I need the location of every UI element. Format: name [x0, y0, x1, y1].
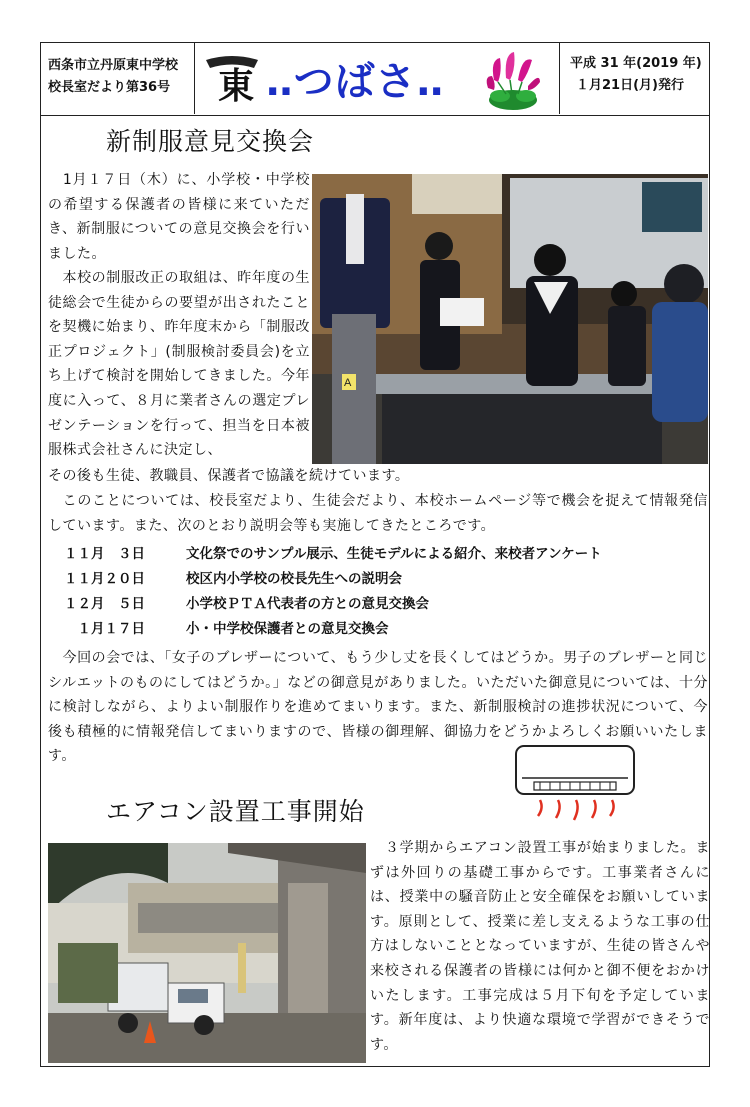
schedule-date: １１月２０日: [64, 571, 145, 587]
schedule-date: １２月 ５日: [64, 596, 145, 612]
schedule-date: １１月 ３日: [64, 546, 145, 562]
schedule-text: 校区内小学校の校長先生への説明会: [186, 571, 402, 587]
schedule-text: 小学校ＰＴＡ代表者の方との意見交換会: [186, 596, 429, 612]
section-title-aircon: エアコン設置工事開始: [106, 797, 365, 826]
masthead: [40, 42, 710, 116]
opinions-paragraph: 今回の会では、「女子のブレザーについて、もう少し丈を長くしてはどうか。男子のブレザーと同じシルエットのものにしてはどうか。」などの御意見がありました。いただいた御意見については、十分に検討しながら、よりよい制服作りを進めてまいります。また、新制服検討の進捗状況について、今後も積極的に情報発信してまいりますので、皆様の御理解、御協力をどうかよろしくお願いいたします。: [48, 650, 708, 765]
aircon-paragraph: ３学期からエアコン設置工事が始まりました。まずは外回りの基礎工事からです。工事業者さんには、授業中の騒音防止と安全確保をお願いしています。原則として、授業に差し支えるような工事の仕方はしないこととなっていますが、生徒の皆さんや来校される保護者の皆様には何かと御不便をおかけいたします。工事完成は５月下旬を予定しています。新年度は、より快適な環境で学習ができそうです。: [370, 840, 710, 1053]
school-info: [40, 42, 195, 114]
emblem-kanji: 東: [218, 66, 255, 107]
photo-label-a: A: [344, 377, 352, 389]
uniform-meeting-photo: [312, 174, 708, 464]
uniform-history-paragraph: 本校の制服改正の取組は、昨年度の生徒総会で生徒からの要望が出されたことを契機に始まり、昨年度末から「制服改正プロジェクト」(制服検討委員会)を立ち上げて検討を開始してきました。今年度に入って、８月に業者さんの選定プレゼンテーションを行って、担当を日本被服株式会社さんに決定し、: [48, 270, 310, 459]
issue-date: [559, 42, 710, 114]
issue-number: 校長室だより第36号: [48, 80, 171, 95]
uniform-intro-paragraph: 1月１７日（木）に、小学校・中学校の希望する保護者の皆様に来ていただき、新制服についての意見交換会を行いました。: [48, 172, 310, 262]
newsletter-title: ‥つばさ‥: [266, 59, 445, 105]
section-title-uniform: 新制服意見交換会: [106, 127, 315, 156]
issue-day: １月21日(月)発行: [576, 78, 684, 93]
schedule-text: 小・中学校保護者との意見交換会: [186, 621, 389, 637]
issue-year: 平成 31 年(2019 年): [570, 56, 702, 71]
info-sharing-paragraph: このことについては、校長室だより、生徒会だより、本校ホームページ等で機会を捉えて情報発信しています。また、次のとおり説明会等も実施してきたところです。: [48, 493, 708, 534]
schedule-text: 文化祭でのサンプル展示、生徒モデルによる紹介、来校者アンケート: [186, 546, 602, 562]
air-conditioner-icon: [510, 742, 640, 830]
school-name: 西条市立丹原東中学校: [48, 58, 179, 73]
schedule-date: １月１７日: [64, 621, 145, 637]
uniform-history-continued: その後も生徒、教職員、保護者で協議を続けています。: [48, 468, 410, 484]
newsletter-logo: [202, 48, 542, 110]
construction-photo: [48, 843, 366, 1063]
cyclamen-flower-icon: [484, 50, 542, 112]
